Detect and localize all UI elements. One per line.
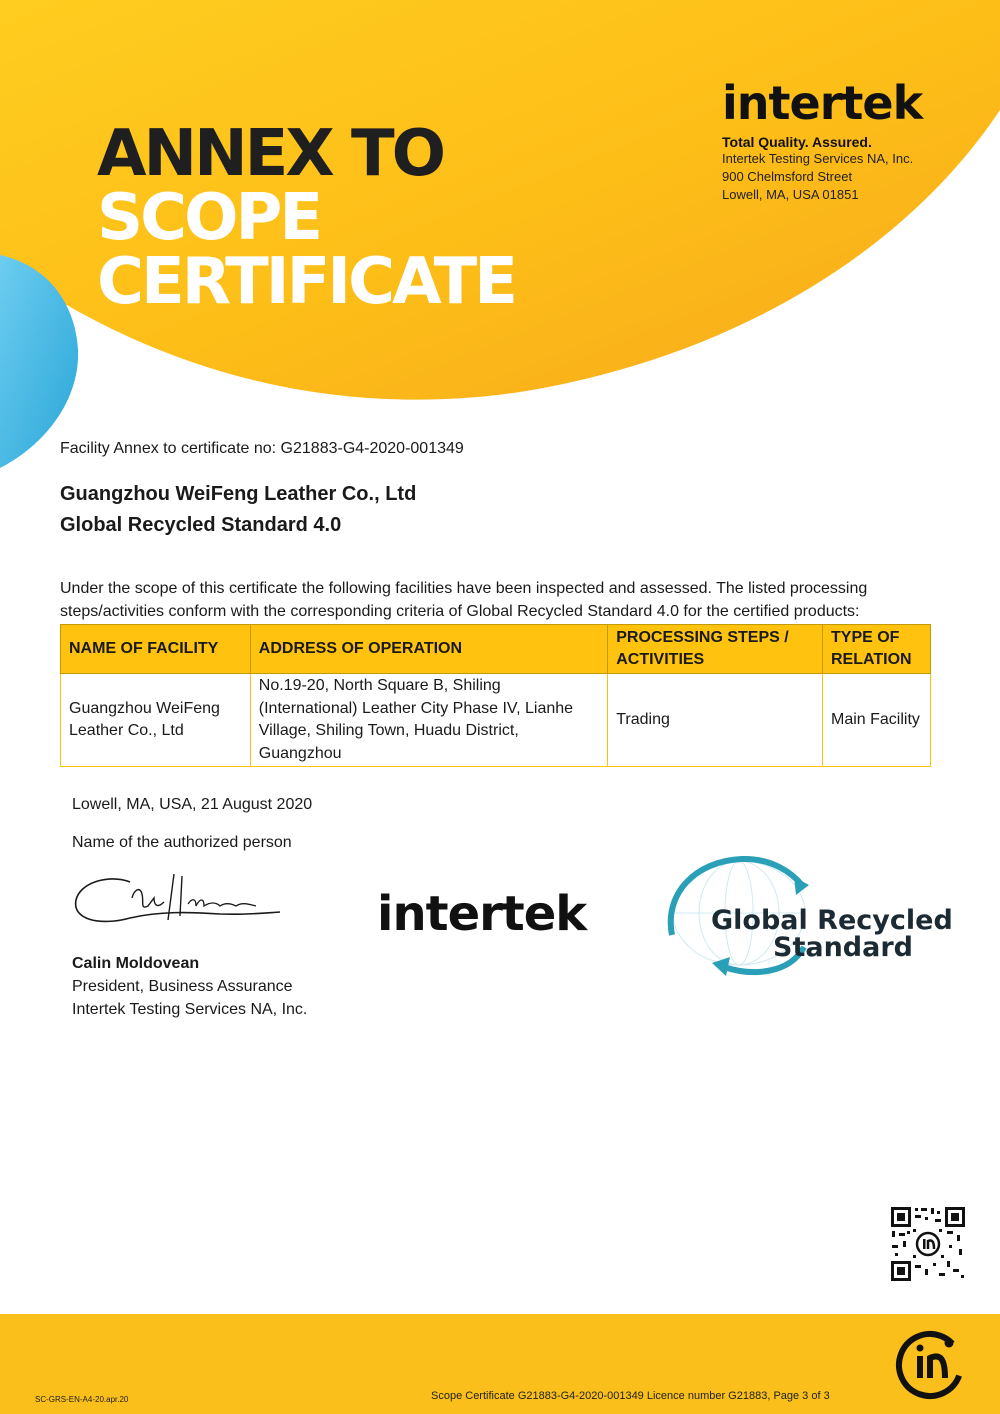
intertek-in-icon: [893, 1328, 967, 1402]
grs-line-2: Standard: [773, 932, 913, 963]
page-info: Scope Certificate G21883-G4-2020-001349 Licence number G21883, Page 3 of 3: [431, 1390, 830, 1402]
facility-annex-line: Facility Annex to certificate no: G21883-G4-2020-001349: [60, 440, 464, 457]
title-line-3: CERTIFICATE: [97, 245, 515, 319]
signer-block: [72, 952, 307, 1021]
brand-address-line-1: Intertek Testing Services NA, Inc.: [722, 151, 914, 166]
title-line-2: SCOPE: [97, 181, 321, 255]
table-row: [61, 674, 931, 767]
title-line-1: ANNEX TO: [97, 117, 444, 191]
brand-address-line-2: 900 Chelmsford Street: [722, 169, 853, 184]
brand-address-line-3: Lowell, MA, USA 01851: [722, 187, 859, 202]
intertek-brand-block: [722, 78, 922, 204]
grs-logo-text: [711, 907, 953, 961]
document-title: [97, 117, 515, 319]
intro-paragraph: Under the scope of this certificate the following facilities have been inspected and assessed. The listed processing steps/activities conform with the corresponding criteria of Global Recycled Standard 4.0 for the certified products:: [60, 580, 868, 620]
column-header: PROCESSING STEPS / ACTIVITIES: [608, 625, 823, 674]
standard-name: Global Recycled Standard 4.0: [60, 514, 342, 536]
company-block: [60, 479, 416, 541]
handwritten-signature: [70, 868, 285, 938]
form-code: SC-GRS-EN-A4-20.apr.20: [35, 1395, 129, 1404]
signer-organization: Intertek Testing Services NA, Inc.: [72, 1001, 308, 1018]
table-cell: No.19-20, North Square B, Shiling (International) Leather City Phase IV, Lianhe Village, Shiling Town, Huadu District, Guangzhou: [250, 674, 607, 767]
table-cell: Main Facility: [823, 674, 931, 767]
column-header: ADDRESS OF OPERATION: [250, 625, 607, 674]
signer-name: Calin Moldovean: [72, 955, 200, 972]
grs-line-1: Global Recycled: [711, 905, 953, 936]
brand-tagline: Total Quality. Assured.: [722, 134, 872, 150]
table-cell: Trading: [608, 674, 823, 767]
intertek-logo: intertek: [722, 76, 923, 130]
company-name: Guangzhou WeiFeng Leather Co., Ltd: [60, 483, 417, 505]
place-and-date: Lowell, MA, USA, 21 August 2020: [72, 796, 313, 813]
signer-title: President, Business Assurance: [72, 978, 293, 995]
intertek-center-logo: [355, 868, 610, 964]
table-cell: Guangzhou WeiFeng Leather Co., Ltd: [61, 674, 251, 767]
authorized-person-label: Name of the authorized person: [72, 834, 292, 851]
column-header: NAME OF FACILITY: [61, 625, 251, 674]
qr-code: [889, 1205, 967, 1283]
facility-table: [60, 624, 931, 767]
table-header-row: [61, 625, 931, 674]
column-header: TYPE OF RELATION: [823, 625, 931, 674]
intertek-center-logo-text: intertek: [377, 886, 587, 942]
